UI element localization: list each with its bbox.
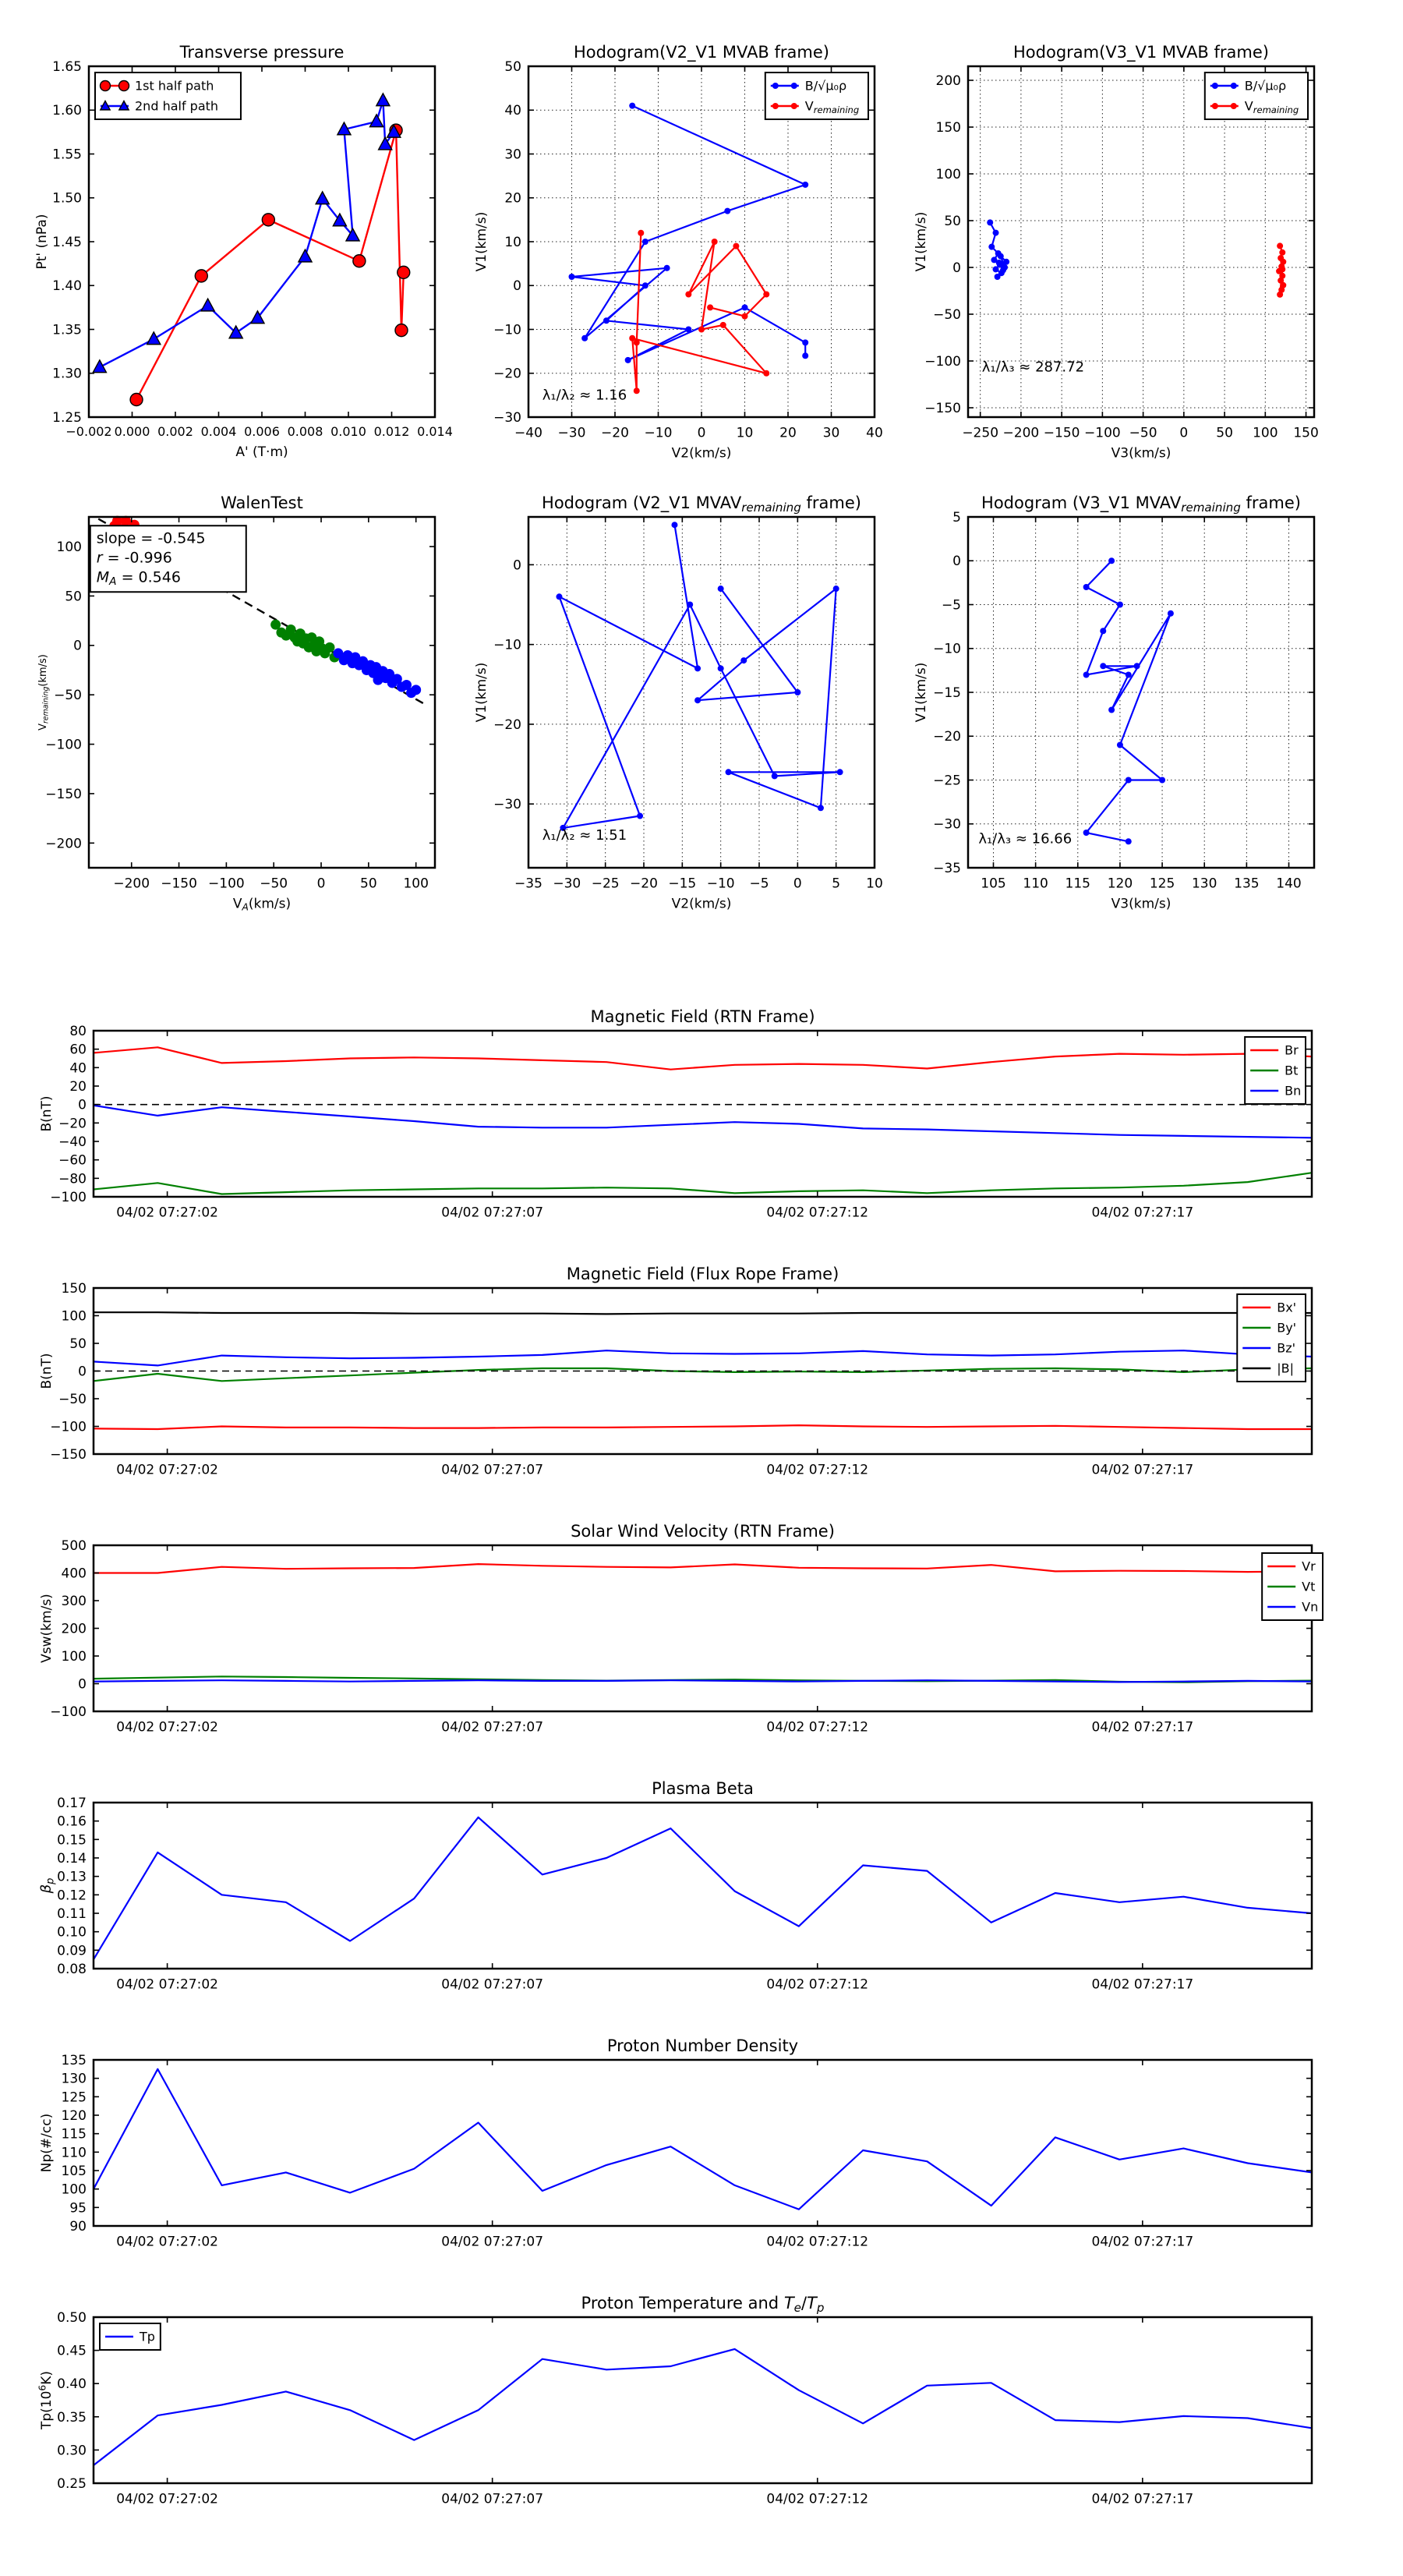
legend-label: Vn <box>1302 1599 1319 1615</box>
y-tick-label: 50 <box>944 213 961 229</box>
chart-title: Solar Wind Velocity (RTN Frame) <box>571 1522 835 1541</box>
x-axis-label: V3(km/s) <box>1111 896 1172 912</box>
x-tick-label: 50 <box>1216 425 1233 441</box>
y-tick-label: 400 <box>61 1566 87 1582</box>
y-tick-label: 0 <box>952 554 961 570</box>
x-tick-label: 100 <box>403 876 429 892</box>
y-tick-label: 135 <box>61 2052 87 2068</box>
y-tick-label: −100 <box>50 1189 87 1205</box>
y-tick-label: −15 <box>933 685 961 701</box>
x-tick-label: −30 <box>553 876 581 892</box>
series-np <box>94 2069 1312 2210</box>
x-tick-label: −50 <box>1129 425 1157 441</box>
x-tick-label: 04/02 07:27:12 <box>766 1976 869 1993</box>
y-tick-label: 0.08 <box>57 1961 87 1977</box>
chart-transverse-pressure <box>34 43 453 460</box>
legend-label: B/√μ₀ρ <box>804 78 847 94</box>
x-tick-label: −10 <box>706 876 735 892</box>
x-tick-label: 140 <box>1276 876 1302 892</box>
chart-hodogram-v2v1-mvav <box>474 494 883 911</box>
y-tick-label: 100 <box>61 1648 87 1665</box>
x-tick-label: 0.014 <box>417 424 453 439</box>
series-vr <box>94 1564 1312 1573</box>
y-axis-label: V1(km/s) <box>914 211 929 272</box>
y-tick-label: 500 <box>61 1537 87 1554</box>
x-tick-label: 20 <box>779 425 797 441</box>
x-tick-label: 04/02 07:27:02 <box>116 1462 218 1478</box>
y-tick-label: 115 <box>61 2126 87 2143</box>
y-tick-label: 0.10 <box>57 1924 87 1941</box>
ticks <box>94 2317 1312 2483</box>
plot-frame <box>94 1803 1312 1969</box>
x-tick-label: 0 <box>793 876 802 892</box>
y-axis-label: V1(km/s) <box>474 662 489 723</box>
x-tick-label: 04/02 07:27:12 <box>766 1205 869 1221</box>
chart-title: Proton Temperature and $T_e/T_p$ <box>581 2294 825 2316</box>
y-tick-label: 100 <box>935 166 961 182</box>
series-1st-half-path <box>130 124 410 405</box>
legend-label: 2nd half path <box>135 98 219 114</box>
x-tick-label: 04/02 07:27:17 <box>1091 2491 1194 2507</box>
x-tick-label: −10 <box>644 425 673 441</box>
y-tick-label: 1.40 <box>52 278 82 295</box>
y-tick-label: −80 <box>58 1171 87 1187</box>
y-tick-label: −5 <box>941 597 961 614</box>
chart-proton-density <box>39 2036 1312 2249</box>
y-tick-label: 0 <box>513 278 521 295</box>
series-vn <box>94 1680 1312 1682</box>
chart-proton-temperature <box>37 2294 1312 2507</box>
series-v-path <box>556 522 843 831</box>
x-tick-label: 105 <box>981 876 1006 892</box>
y-tick-label: 1.30 <box>52 366 82 382</box>
y-tick-label: 0.16 <box>57 1813 87 1830</box>
y-tick-label: 0 <box>952 260 961 276</box>
tick-labels <box>50 1281 1193 1477</box>
y-tick-label: −25 <box>933 773 961 789</box>
y-tick-label: 5 <box>952 509 961 525</box>
y-tick-label: −30 <box>493 797 521 813</box>
legend-label: B/√μ₀ρ <box>1244 78 1287 94</box>
series-b-over-sqrt-mu0-rho <box>569 103 809 363</box>
y-tick-label: −60 <box>58 1152 87 1169</box>
chart-title: WalenTest <box>221 494 303 512</box>
x-tick-label: 50 <box>360 876 377 892</box>
annotation: λ₁/λ₃ ≈ 287.72 <box>981 359 1085 376</box>
x-tick-label: 40 <box>866 425 883 441</box>
y-tick-label: −50 <box>54 688 82 704</box>
series-bn <box>94 1106 1312 1138</box>
y-tick-label: 0.35 <box>57 2409 87 2426</box>
chart-title: Hodogram(V2_V1 MVAB frame) <box>574 43 829 62</box>
x-tick-label: 120 <box>1107 876 1133 892</box>
x-tick-label: 04/02 07:27:07 <box>441 1719 544 1736</box>
x-tick-label: 0.010 <box>330 424 366 439</box>
y-tick-label: −40 <box>58 1134 87 1150</box>
x-tick-label: 04/02 07:27:12 <box>766 1719 869 1736</box>
y-axis-label: $Tp(10^6K)$ <box>37 2370 55 2430</box>
y-tick-label: −100 <box>45 737 82 753</box>
series-bx- <box>94 1425 1312 1429</box>
legend-label: |B| <box>1277 1361 1295 1376</box>
y-tick-label: 0.17 <box>57 1795 87 1811</box>
x-tick-label: 0.002 <box>157 424 193 439</box>
x-tick-label: 04/02 07:27:17 <box>1091 1976 1194 1993</box>
legend <box>1205 73 1308 119</box>
chart-hodogram-v3v1-mvav <box>914 494 1314 911</box>
annotation: λ₁/λ₂ ≈ 1.51 <box>542 827 627 844</box>
series-2nd-half-path <box>93 94 401 373</box>
chart-title: Magnetic Field (Flux Rope Frame) <box>566 1265 839 1283</box>
x-tick-label: −30 <box>557 425 586 441</box>
y-tick-label: −30 <box>493 409 521 426</box>
legend-label: Vt <box>1302 1579 1316 1594</box>
legend-label: Bz' <box>1277 1340 1296 1356</box>
legend <box>1262 1553 1323 1620</box>
y-axis-label: $\beta_p$ <box>38 1877 57 1894</box>
y-tick-label: −30 <box>933 816 961 833</box>
y-tick-label: 1.50 <box>52 190 82 207</box>
x-tick-label: −25 <box>591 876 620 892</box>
y-axis-label: Pt' (nPa) <box>34 214 50 270</box>
x-axis-label: A' (T·m) <box>235 444 288 460</box>
x-axis-label: V2(km/s) <box>671 445 732 462</box>
x-tick-label: 0.006 <box>244 424 280 439</box>
ticks <box>528 517 875 868</box>
legend-label: Bx' <box>1277 1300 1297 1315</box>
y-tick-label: 95 <box>69 2200 87 2217</box>
y-tick-label: 1.65 <box>52 58 82 75</box>
y-tick-label: −35 <box>933 860 961 876</box>
y-tick-label: 150 <box>935 119 961 136</box>
tick-labels <box>50 1024 1193 1220</box>
x-tick-label: 04/02 07:27:12 <box>766 1462 869 1478</box>
y-tick-label: 105 <box>61 2163 87 2179</box>
y-tick-label: 1.35 <box>52 322 82 338</box>
y-tick-label: 0 <box>73 638 82 654</box>
y-axis-label: V1(km/s) <box>914 662 929 723</box>
x-axis-label: $V_A(km/s)$ <box>232 896 292 913</box>
series-b- <box>94 1312 1312 1314</box>
chart-solar-wind-velocity <box>39 1522 1323 1735</box>
x-tick-label: −100 <box>1084 425 1121 441</box>
y-tick-label: 100 <box>56 539 82 555</box>
x-tick-label: −250 <box>962 425 999 441</box>
x-tick-label: −20 <box>630 876 658 892</box>
x-tick-label: 30 <box>822 425 840 441</box>
x-tick-label: 150 <box>1293 425 1319 441</box>
y-tick-label: 120 <box>61 2107 87 2124</box>
x-tick-label: 115 <box>1065 876 1091 892</box>
plot-frame <box>94 2317 1312 2483</box>
plot-frame <box>94 1031 1312 1197</box>
x-tick-label: 04/02 07:27:02 <box>116 2234 218 2250</box>
series-tp <box>94 2349 1312 2465</box>
chart-title: Hodogram (V3_V1 $MVAV_{remaining}$ frame) <box>981 494 1301 515</box>
x-tick-label: 0 <box>316 876 326 892</box>
y-tick-label: 0.25 <box>57 2475 87 2492</box>
y-tick-label: 0.50 <box>57 2309 87 2326</box>
y-tick-label: −100 <box>924 353 961 370</box>
annotation: λ₁/λ₂ ≈ 1.16 <box>542 387 627 404</box>
x-tick-label: −35 <box>514 876 542 892</box>
x-tick-label: −100 <box>208 876 245 892</box>
x-tick-label: 04/02 07:27:17 <box>1091 2234 1194 2250</box>
y-tick-label: 100 <box>61 1308 87 1325</box>
x-tick-label: 130 <box>1191 876 1217 892</box>
y-tick-label: −20 <box>493 366 521 382</box>
chart-title: Magnetic Field (RTN Frame) <box>590 1007 815 1026</box>
y-tick-label: 1.25 <box>52 409 82 426</box>
legend-label: Tp <box>140 2329 155 2344</box>
y-tick-label: 1.45 <box>52 234 82 250</box>
y-tick-label: 130 <box>61 2071 87 2087</box>
annotation-line: r = -0.996 <box>96 549 172 567</box>
x-tick-label: 04/02 07:27:12 <box>766 2491 869 2507</box>
y-tick-label: 50 <box>65 589 82 605</box>
x-tick-label: −50 <box>260 876 288 892</box>
y-axis-label: Vsw(km/s) <box>39 1594 55 1663</box>
legend-label: Vr <box>1302 1559 1316 1574</box>
legend-label: Bn <box>1285 1083 1302 1099</box>
x-tick-label: 04/02 07:27:17 <box>1091 1719 1194 1736</box>
series-cluster-blue <box>333 648 421 698</box>
series-bz- <box>94 1350 1312 1365</box>
annotation-line: $M_A = 0.546$ <box>96 568 181 589</box>
chart-mag-field-flux-rope <box>39 1265 1312 1477</box>
y-tick-label: 90 <box>69 2218 87 2235</box>
tick-labels <box>924 73 1318 441</box>
chart-title: Hodogram(V3_V1 MVAB frame) <box>1013 43 1269 62</box>
series-v-path <box>1083 557 1174 844</box>
y-tick-label: −150 <box>924 400 961 416</box>
y-tick-label: 30 <box>504 147 521 163</box>
tick-labels <box>62 2053 1194 2249</box>
y-tick-label: 10 <box>504 234 521 250</box>
x-tick-label: 125 <box>1149 876 1175 892</box>
series-v-remaining <box>629 230 769 395</box>
x-tick-label: −0.002 <box>65 424 112 439</box>
x-tick-label: 04/02 07:27:17 <box>1091 1205 1194 1221</box>
y-tick-label: 40 <box>504 103 521 119</box>
y-tick-label: −200 <box>45 836 82 852</box>
x-tick-label: 0.012 <box>373 424 410 439</box>
plot-frame <box>528 517 875 868</box>
series-v-remaining <box>1276 242 1286 297</box>
x-tick-label: 04/02 07:27:07 <box>441 1205 544 1221</box>
x-tick-label: 0.000 <box>114 424 150 439</box>
x-tick-label: 5 <box>832 876 841 892</box>
y-tick-label: 300 <box>61 1593 87 1609</box>
x-tick-label: 04/02 07:27:02 <box>116 2491 218 2507</box>
legend-label: 1st half path <box>135 78 214 94</box>
legend <box>95 73 241 119</box>
y-tick-label: −10 <box>493 322 521 338</box>
x-tick-label: −15 <box>668 876 697 892</box>
ticks <box>94 1803 1312 1969</box>
legend <box>1237 1294 1306 1382</box>
chart-walen-test <box>37 494 435 913</box>
y-tick-label: 50 <box>69 1336 87 1352</box>
x-tick-label: 100 <box>1253 425 1278 441</box>
x-tick-label: −200 <box>1002 425 1040 441</box>
legend-label: Br <box>1285 1042 1299 1058</box>
plot-frame <box>94 2060 1312 2226</box>
y-tick-label: 20 <box>504 190 521 207</box>
y-tick-label: 20 <box>69 1078 87 1095</box>
y-tick-label: −10 <box>493 637 521 653</box>
y-tick-label: 100 <box>61 2181 87 2198</box>
x-tick-label: 10 <box>736 425 754 441</box>
x-tick-label: 04/02 07:27:07 <box>441 1462 544 1478</box>
x-axis-label: V3(km/s) <box>1111 445 1172 462</box>
y-tick-label: 200 <box>61 1621 87 1637</box>
x-tick-label: 04/02 07:27:02 <box>116 1976 218 1993</box>
legend <box>1245 1037 1306 1104</box>
y-tick-label: 1.60 <box>52 103 82 119</box>
chart-hodogram-v2v1-mvab <box>474 43 883 461</box>
y-tick-label: −10 <box>933 641 961 657</box>
y-tick-label: −100 <box>50 1704 87 1720</box>
y-tick-label: −100 <box>50 1419 87 1435</box>
y-tick-label: 0.09 <box>57 1943 87 1959</box>
y-axis-label: B(nT) <box>39 1095 55 1132</box>
legend-label: $V_{remaining}$ <box>1244 98 1299 115</box>
grid <box>528 517 875 868</box>
x-tick-label: −150 <box>1043 425 1080 441</box>
x-tick-label: 0.008 <box>287 424 323 439</box>
tick-labels <box>57 2310 1193 2507</box>
y-axis-label: V1(km/s) <box>474 211 489 272</box>
ticks <box>94 2060 1312 2226</box>
y-tick-label: 0.12 <box>57 1888 87 1904</box>
chart-title: Transverse pressure <box>179 43 345 62</box>
x-tick-label: 0.004 <box>200 424 237 439</box>
y-tick-label: 40 <box>69 1060 87 1077</box>
x-tick-label: 135 <box>1234 876 1260 892</box>
ticks <box>94 1031 1312 1197</box>
legend-label: Bt <box>1285 1063 1299 1078</box>
y-tick-label: 50 <box>504 58 521 75</box>
x-tick-label: 04/02 07:27:12 <box>766 2234 869 2250</box>
chart-title: Proton Number Density <box>606 2036 799 2055</box>
y-tick-label: 0.13 <box>57 1869 87 1885</box>
y-tick-label: −50 <box>933 306 961 323</box>
y-tick-label: 0.11 <box>57 1905 87 1922</box>
y-tick-label: 150 <box>61 1280 87 1297</box>
x-tick-label: 04/02 07:27:17 <box>1091 1462 1194 1478</box>
x-tick-label: 04/02 07:27:07 <box>441 1976 544 1993</box>
y-tick-label: 0.30 <box>57 2443 87 2459</box>
x-tick-label: −200 <box>113 876 150 892</box>
annotation: λ₁/λ₃ ≈ 16.66 <box>978 830 1073 847</box>
y-axis-label: Np(#/cc) <box>39 2113 55 2173</box>
x-tick-label: 04/02 07:27:02 <box>116 1719 218 1736</box>
x-tick-label: −5 <box>749 876 769 892</box>
y-axis-label: B(nT) <box>39 1353 55 1389</box>
y-tick-label: 60 <box>69 1042 87 1058</box>
chart-title: Hodogram (V2_V1 $MVAV_{remaining}$ frame) <box>542 494 861 515</box>
legend-label: By' <box>1277 1320 1297 1336</box>
y-tick-label: −150 <box>50 1446 87 1463</box>
x-tick-label: 0 <box>697 425 706 441</box>
series-br <box>94 1047 1312 1069</box>
x-axis-label: V2(km/s) <box>671 896 732 912</box>
y-tick-label: 125 <box>61 2089 87 2106</box>
y-tick-label: 200 <box>935 73 961 89</box>
series-b-over-sqrt-mu0-rho <box>987 219 1009 280</box>
y-tick-label: 0 <box>78 1364 87 1380</box>
y-tick-label: 0.15 <box>57 1832 87 1849</box>
x-tick-label: −40 <box>514 425 542 441</box>
series-beta-p <box>94 1817 1312 1959</box>
x-tick-label: 10 <box>866 876 883 892</box>
chart-plasma-beta <box>38 1779 1312 1992</box>
y-tick-label: 0 <box>78 1097 87 1113</box>
y-tick-label: −20 <box>933 729 961 745</box>
y-tick-label: −20 <box>58 1116 87 1132</box>
series-bt <box>94 1173 1312 1194</box>
y-tick-label: 0 <box>513 557 521 574</box>
x-tick-label: 04/02 07:27:07 <box>441 2234 544 2250</box>
y-tick-label: 0.40 <box>57 2376 87 2393</box>
x-tick-label: 04/02 07:27:07 <box>441 2491 544 2507</box>
legend <box>765 73 868 119</box>
y-tick-label: −50 <box>58 1391 87 1407</box>
legend-label: $V_{remaining}$ <box>804 98 860 115</box>
y-tick-label: 0 <box>78 1676 87 1693</box>
y-tick-label: −20 <box>493 717 521 733</box>
x-tick-label: −150 <box>161 876 197 892</box>
y-tick-label: 0.14 <box>57 1850 87 1867</box>
series-by- <box>94 1368 1312 1381</box>
y-tick-label: 110 <box>61 2145 87 2161</box>
x-tick-label: 04/02 07:27:02 <box>116 1205 218 1221</box>
legend <box>100 2323 161 2350</box>
y-tick-label: 0.45 <box>57 2343 87 2359</box>
chart-title: Plasma Beta <box>652 1779 754 1798</box>
annotation-line: slope = -0.545 <box>96 529 206 547</box>
x-tick-label: 0 <box>1179 425 1189 441</box>
chart-mag-field-rtn <box>39 1007 1312 1220</box>
chart-hodogram-v3v1-mvab <box>914 43 1319 461</box>
series-cluster-green <box>270 620 339 663</box>
y-tick-label: −150 <box>45 786 82 802</box>
y-axis-label: $V_{remaining}(km/s)$ <box>37 654 51 731</box>
x-tick-label: −20 <box>601 425 629 441</box>
y-tick-label: 80 <box>69 1023 87 1039</box>
x-tick-label: 110 <box>1023 876 1048 892</box>
y-tick-label: 1.55 <box>52 147 82 163</box>
tick-labels <box>57 1796 1193 1992</box>
